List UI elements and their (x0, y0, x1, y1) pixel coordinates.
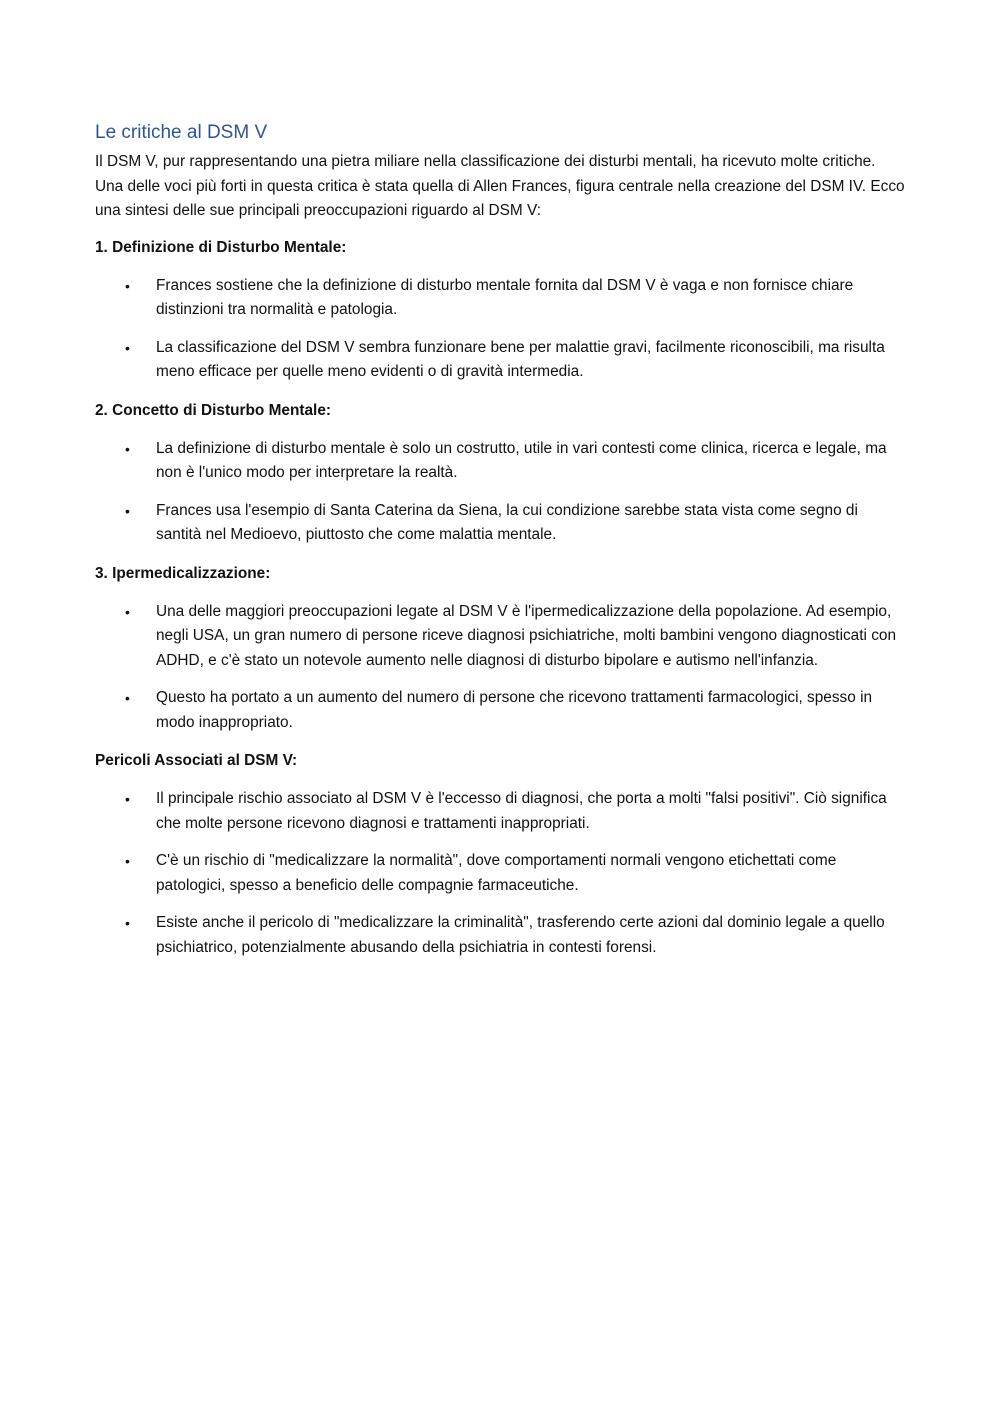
bullet-list (95, 600, 905, 736)
bullet-icon: • (125, 690, 130, 706)
list-item-text: Il principale rischio associato al DSM V è l'eccesso di diagnosi, che porta a molti "falsi positivi". Ciò significa che molte persone ricevono diagnosi e trattamenti inappropriati. (156, 790, 887, 832)
bullet-icon: • (125, 791, 130, 807)
list-item (95, 437, 905, 486)
bullet-icon: • (125, 853, 130, 869)
list-item-text: La classificazione del DSM V sembra funzionare bene per malattie gravi, facilmente riconoscibili, ma risulta meno efficace per quelle meno evidenti o di gravità intermedia. (156, 338, 885, 380)
sections-container (95, 236, 905, 961)
list-item (95, 600, 905, 674)
list-item-text: La definizione di disturbo mentale è solo un costrutto, utile in vari contesti come clinica, ricerca e legale, ma non è l'unico modo per interpretare la realtà. (156, 439, 887, 481)
list-item (95, 499, 905, 548)
document-content (95, 120, 905, 974)
list-item (95, 787, 905, 836)
list-item-text: Esiste anche il pericolo di "medicalizzare la criminalità", trasferendo certe azioni dal dominio legale a quello psichiatrico, potenzialmente abusando della psichiatria in contesti forensi. (156, 914, 885, 956)
list-item (95, 274, 905, 323)
bullet-icon: • (125, 603, 130, 620)
bullet-icon: • (125, 502, 130, 519)
section-heading: 1. Definizione di Disturbo Mentale: (95, 238, 347, 256)
section-heading: 2. Concetto di Disturbo Mentale: (95, 401, 331, 419)
bullet-list (95, 274, 905, 385)
list-item (95, 686, 905, 735)
list-item-text: C'è un rischio di "medicalizzare la normalità", dove comportamenti normali vengono etichettati come patologici, spesso a beneficio delle compagnie farmaceutiche. (156, 852, 837, 894)
list-item-text: Questo ha portato a un aumento del numero di persone che ricevono trattamenti farmacologici, spesso in modo inappropriato. (156, 689, 873, 731)
list-item (95, 911, 905, 960)
list-item (95, 849, 905, 898)
list-item-text: Frances usa l'esempio di Santa Caterina da Siena, la cui condizione sarebbe stata vista come segno di santità nel Medioevo, piuttosto che come malattia mentale. (156, 501, 858, 543)
bullet-icon: • (125, 339, 130, 356)
list-item-text: Una delle maggiori preoccupazioni legate al DSM V è l'ipermedicalizzazione della popolazione. Ad esempio, negli USA, un gran numero di persone riceve diagnosi psichiatriche, molti bambini vengono diagnosticati con ADHD, e c'è stato un notevole aumento nelle diagnosi di disturbo bipolare e autismo nell'infanzia. (156, 602, 897, 669)
intro-paragraph: Il DSM V, pur rappresentando una pietra miliare nella classificazione dei disturbi mentali, ha ricevuto molte critiche. Una delle voci più forti in questa critica è stata quella di Allen Frances, figura centrale nella creazione del DSM IV. Ecco una sintesi delle sue principali preoccupazioni riguardo al DSM V: (95, 153, 905, 219)
section-heading: Pericoli Associati al DSM V: (95, 752, 298, 769)
bullet-list (95, 437, 905, 548)
bullet-icon: • (125, 277, 130, 294)
bullet-icon: • (125, 915, 130, 931)
section-heading: 3. Ipermedicalizzazione: (95, 564, 271, 582)
list-item-text: Frances sostiene che la definizione di disturbo mentale fornita dal DSM V è vaga e non fornisce chiare distinzioni tra normalità e patologia. (156, 276, 854, 318)
document-title: Le critiche al DSM V (95, 122, 268, 143)
bullet-icon: • (125, 440, 130, 457)
bullet-list (95, 787, 905, 960)
list-item (95, 336, 905, 385)
